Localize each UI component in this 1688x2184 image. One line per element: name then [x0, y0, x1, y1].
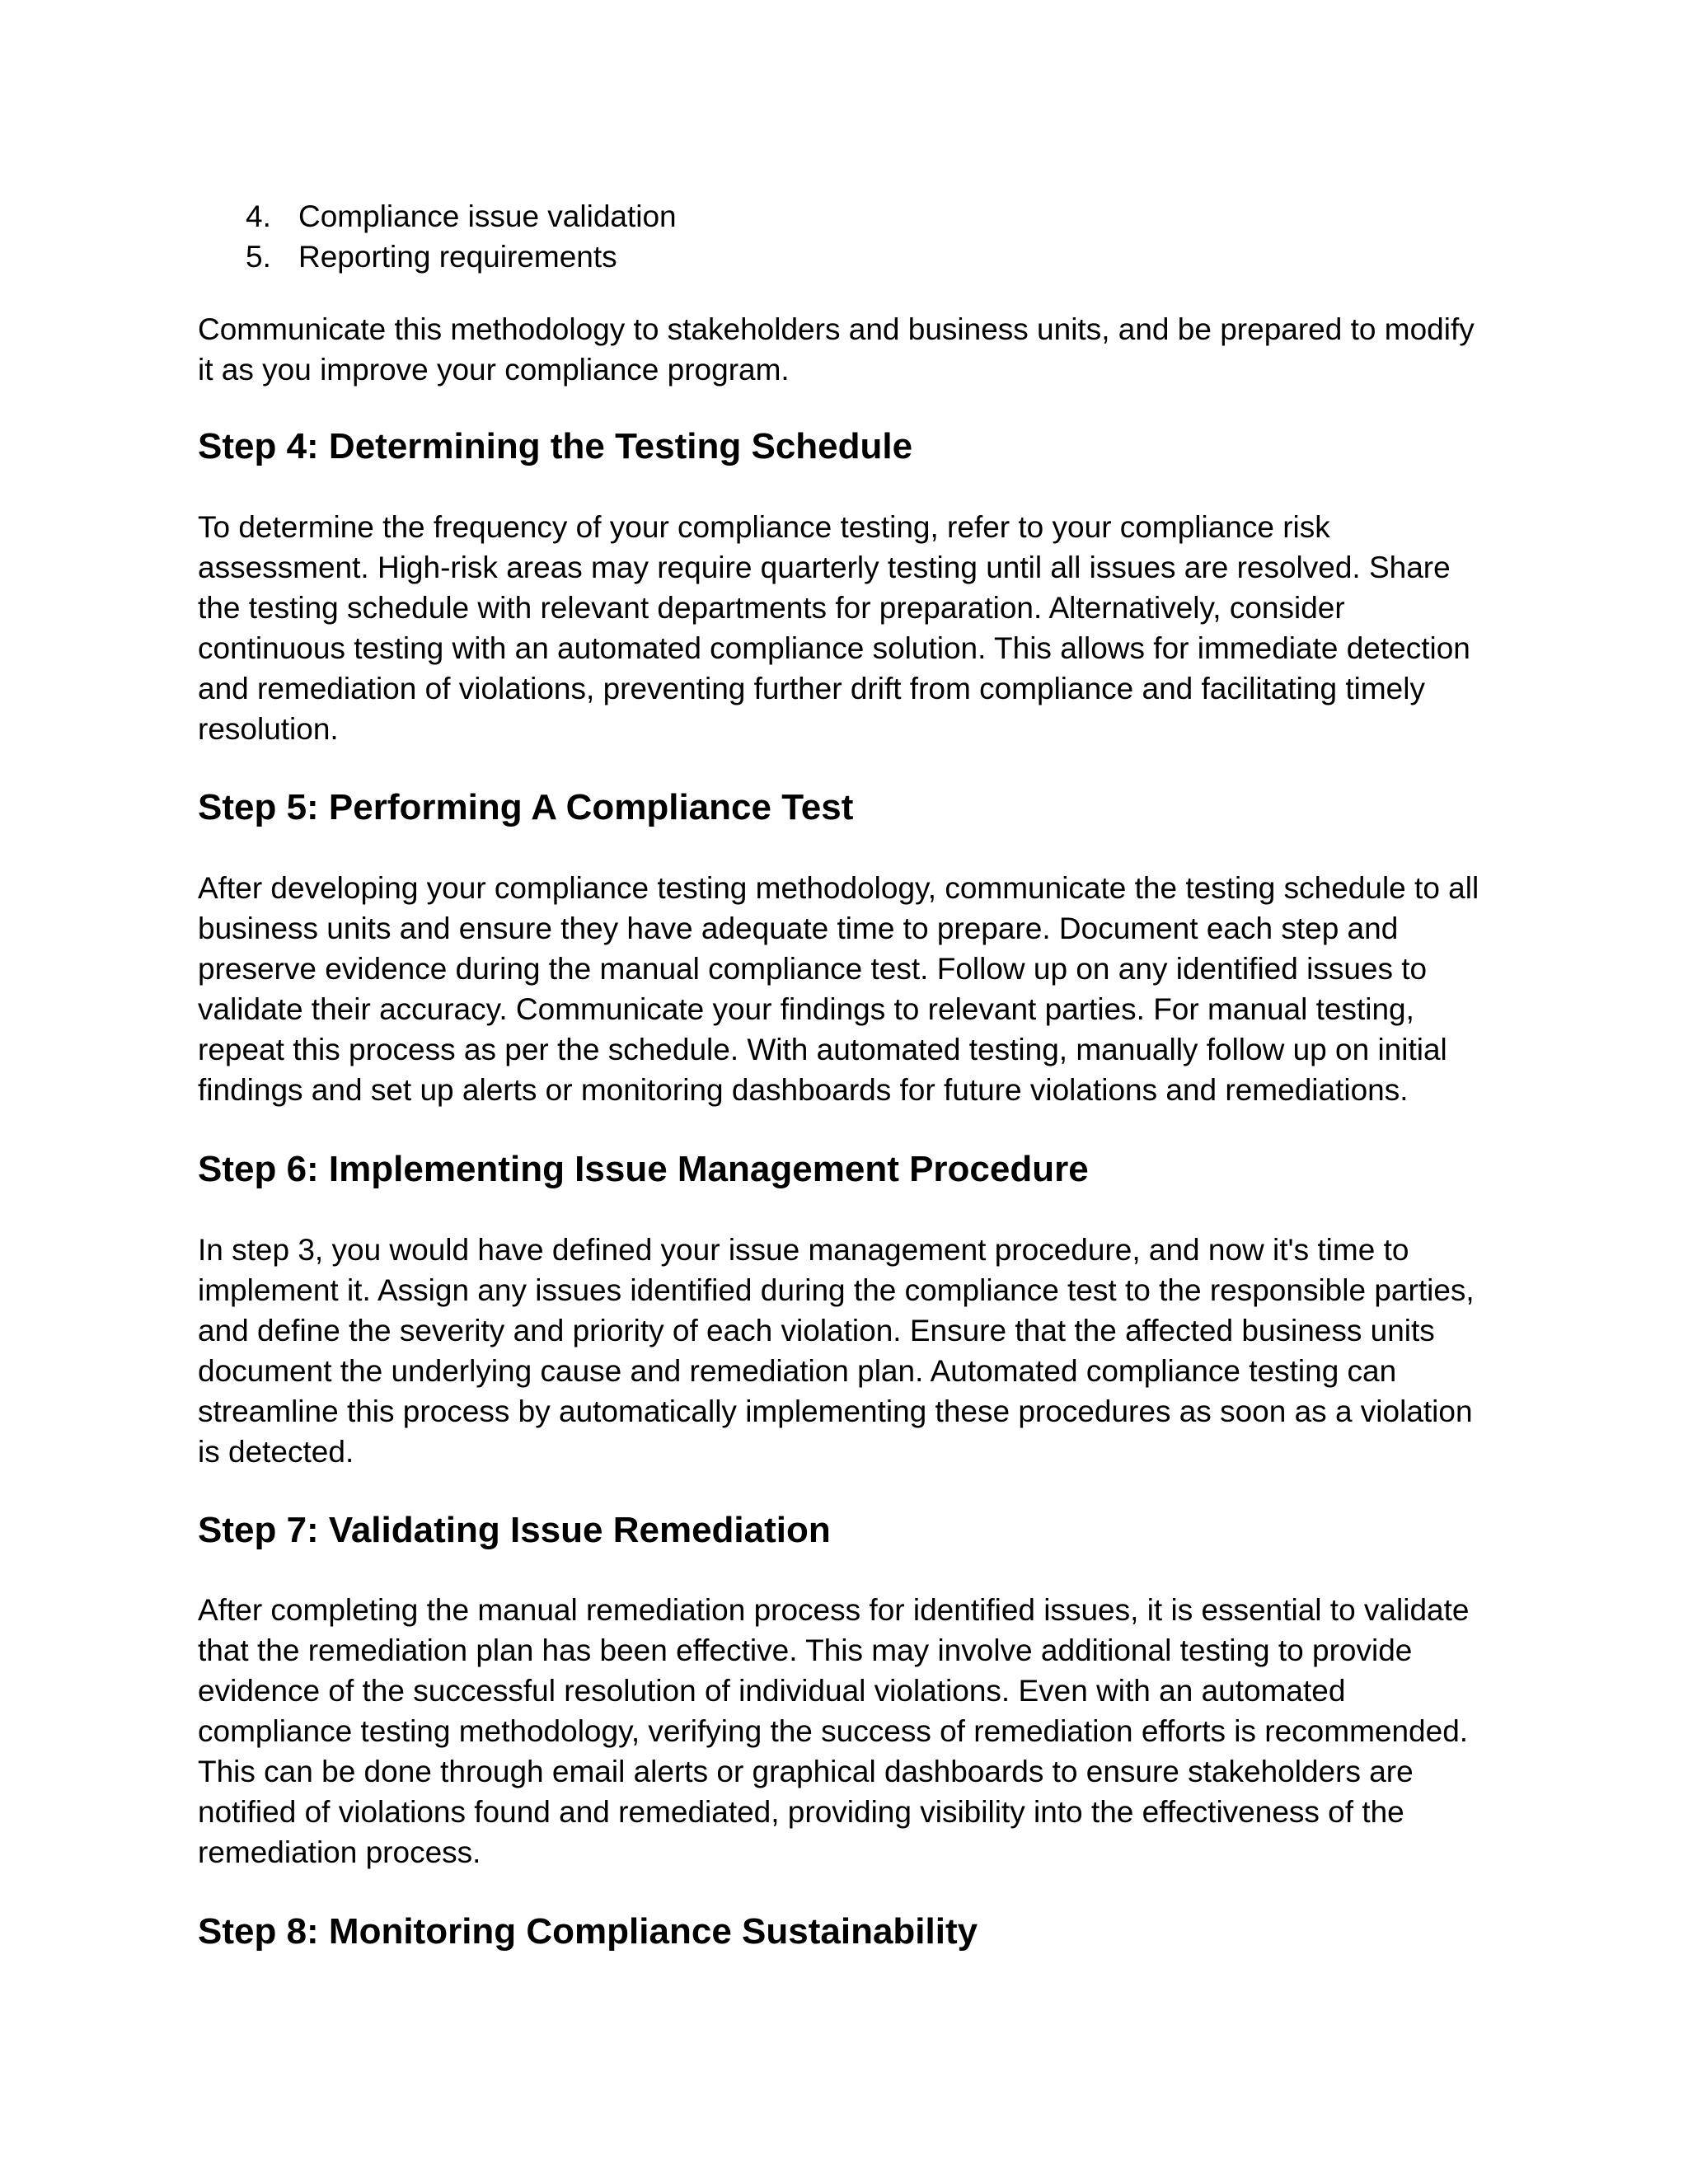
paragraph-line: After developing your compliance testing methodology, communicate the testing schedule to all: [198, 871, 1479, 905]
paragraph-line: In step 3, you would have defined your issue management procedure, and now it's time to: [198, 1233, 1409, 1267]
paragraph-line: findings and set up alerts or monitoring dashboards for future violations and remediations.: [198, 1073, 1409, 1107]
paragraph-line: continuous testing with an automated compliance solution. This allows for immediate detection: [198, 631, 1470, 665]
numbered-list: [198, 196, 1484, 277]
paragraph-line: notified of violations found and remediated, providing visibility into the effectiveness of the: [198, 1795, 1404, 1829]
section-heading: Step 5: Performing A Compliance Test: [198, 787, 854, 827]
paragraph-line: remediation process.: [198, 1835, 481, 1869]
paragraph-line: and define the severity and priority of each violation. Ensure that the affected business units: [198, 1314, 1435, 1347]
paragraph-line: implement it. Assign any issues identified during the compliance test to the responsible parties,: [198, 1273, 1475, 1307]
paragraph-line: Communicate this methodology to stakeholders and business units, and be prepared to modify: [198, 312, 1475, 346]
section-heading: Step 8: Monitoring Compliance Sustainability: [198, 1911, 978, 1952]
section-paragraph: [198, 1230, 1492, 1472]
paragraph-line: compliance testing methodology, verifying the success of remediation efforts is recommended.: [198, 1714, 1469, 1748]
paragraph-line: business units and ensure they have adequate time to prepare. Document each step and: [198, 912, 1399, 945]
paragraph-line: evidence of the successful resolution of individual violations. Even with an automated: [198, 1674, 1346, 1708]
paragraph-line: and remediation of violations, preventing further drift from compliance and facilitating timely: [198, 672, 1425, 705]
paragraph-line: the testing schedule with relevant departments for preparation. Alternatively, consider: [198, 591, 1345, 625]
list-item-text: Compliance issue validation: [298, 199, 677, 233]
paragraph-line: This can be done through email alerts or graphical dashboards to ensure stakeholders are: [198, 1755, 1414, 1788]
paragraph-line: assessment. High-risk areas may require quarterly testing until all issues are resolved. Share: [198, 551, 1451, 584]
paragraph-line: preserve evidence during the manual compliance test. Follow up on any identified issues to: [198, 952, 1428, 986]
list-item-number: 4.: [246, 199, 271, 233]
paragraph-line: it as you improve your compliance program.: [198, 353, 790, 387]
list-item-number: 5.: [246, 240, 271, 274]
list-item: [198, 196, 1484, 237]
paragraph-line: To determine the frequency of your compliance testing, refer to your compliance risk: [198, 510, 1330, 544]
section-heading: Step 6: Implementing Issue Management Procedure: [198, 1149, 1089, 1189]
paragraph-line: that the remediation plan has been effective. This may involve additional testing to provide: [198, 1633, 1413, 1667]
paragraph-line: streamline this process by automatically implementing these procedures as soon as a violation: [198, 1394, 1473, 1428]
paragraph-line: document the underlying cause and remediation plan. Automated compliance testing can: [198, 1354, 1397, 1388]
paragraph-line: is detected.: [198, 1435, 354, 1469]
intro-paragraph: [198, 309, 1492, 390]
list-item: [198, 237, 1484, 277]
paragraph-line: repeat this process as per the schedule. With automated testing, manually follow up on initial: [198, 1033, 1447, 1066]
section-heading: Step 4: Determining the Testing Schedule: [198, 426, 913, 466]
paragraph-line: validate their accuracy. Communicate your findings to relevant parties. For manual testing,: [198, 992, 1414, 1026]
paragraph-line: After completing the manual remediation process for identified issues, it is essential to validate: [198, 1593, 1470, 1627]
section-heading: Step 7: Validating Issue Remediation: [198, 1510, 831, 1550]
list-item-text: Reporting requirements: [298, 240, 617, 274]
section-paragraph: [198, 1590, 1492, 1872]
paragraph-line: resolution.: [198, 712, 339, 746]
section-paragraph: [198, 507, 1492, 749]
section-paragraph: [198, 868, 1492, 1110]
